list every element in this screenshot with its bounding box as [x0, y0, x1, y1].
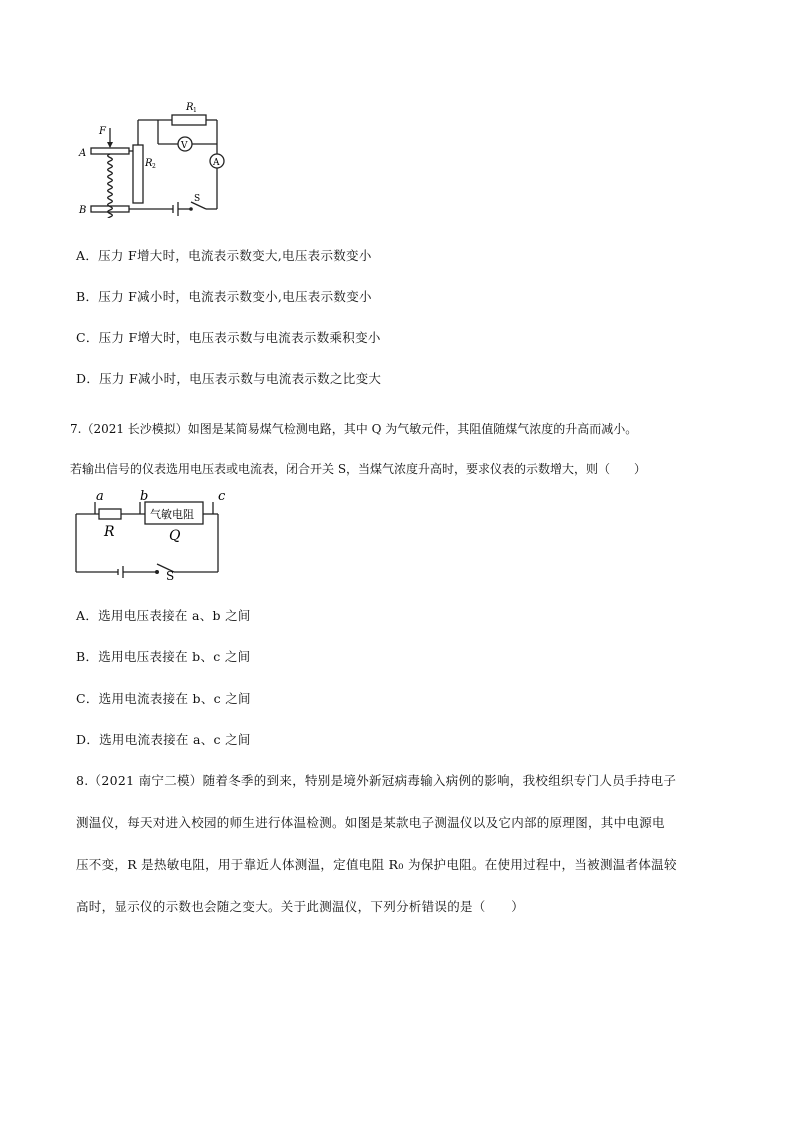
- fig2-label-R: R: [104, 524, 115, 540]
- q8-stem-line1: 8.（2021 南宁二模）随着冬季的到来，特别是境外新冠病毒输入病例的影响，我校组织专门人员手持电子: [76, 773, 677, 788]
- q6-option-d: D．压力 F减小时，电压表示数与电流表示数之比变大: [76, 371, 382, 386]
- fig1-label-B: B: [79, 205, 87, 216]
- q8-stem-line4: 高时，显示仪的示数也会随之变大。关于此测温仪，下列分析错误的是（ ）: [76, 899, 525, 914]
- fig1-label-A: A: [79, 148, 87, 159]
- q7-option-d: D．选用电流表接在 a、c 之间: [76, 732, 251, 747]
- fig2-label-c: c: [218, 489, 226, 504]
- q7-stem-line2: 若输出信号的仪表选用电压表或电流表，闭合开关 S，当煤气浓度升高时，要求仪表的示数增大，则（ ）: [70, 462, 647, 476]
- fig2-label-a: a: [96, 489, 104, 504]
- q7-option-b: B．选用电压表接在 b、c 之间: [76, 649, 251, 664]
- q6-option-b: B．压力 F减小时，电流表示数变小,电压表示数变小: [76, 289, 372, 304]
- q6-option-a: A．压力 F增大时，电流表示数变大,电压表示数变小: [76, 248, 372, 263]
- fig1-label-R2-sub: 2: [152, 163, 156, 170]
- q7-option-a: A．选用电压表接在 a、b 之间: [76, 608, 251, 623]
- fig1-label-R1: R: [186, 102, 194, 113]
- q8-stem-line3: 压不变，R 是热敏电阻，用于靠近人体测温，定值电阻 R₀ 为保护电阻。在使用过程中，当被测温者体温较: [76, 857, 677, 872]
- q7-option-c: C．选用电流表接在 b、c 之间: [76, 691, 251, 706]
- fig1-label-ammeter: A: [213, 158, 220, 168]
- fig2-label-S: S: [166, 569, 175, 580]
- fig1-label-R2: R: [145, 158, 153, 169]
- pressure-circuit-diagram: [74, 98, 244, 218]
- fig1-label-V: V: [181, 141, 188, 151]
- fig1-label-F: F: [99, 126, 106, 137]
- q7-stem-line1: 7.（2021 长沙模拟）如图是某简易煤气检测电路，其中 Q 为气敏元件，其阻值随煤气浓度的升高而减小。: [70, 422, 638, 436]
- q6-option-c: C．压力 F增大时，电压表示数与电流表示数乘积变小: [76, 330, 381, 345]
- fig2-label-gas-resistor: 气敏电阻: [150, 508, 194, 521]
- fig1-label-R1-sub: 1: [193, 107, 197, 114]
- q8-stem-line2: 测温仪，每天对进入校园的师生进行体温检测。如图是某款电子测温仪以及它内部的原理图，其中电源电: [76, 815, 665, 830]
- fig2-label-b: b: [140, 489, 149, 504]
- fig2-label-Q: Q: [169, 528, 181, 544]
- gas-detector-circuit-diagram: [72, 488, 232, 580]
- fig1-label-S: S: [194, 194, 201, 204]
